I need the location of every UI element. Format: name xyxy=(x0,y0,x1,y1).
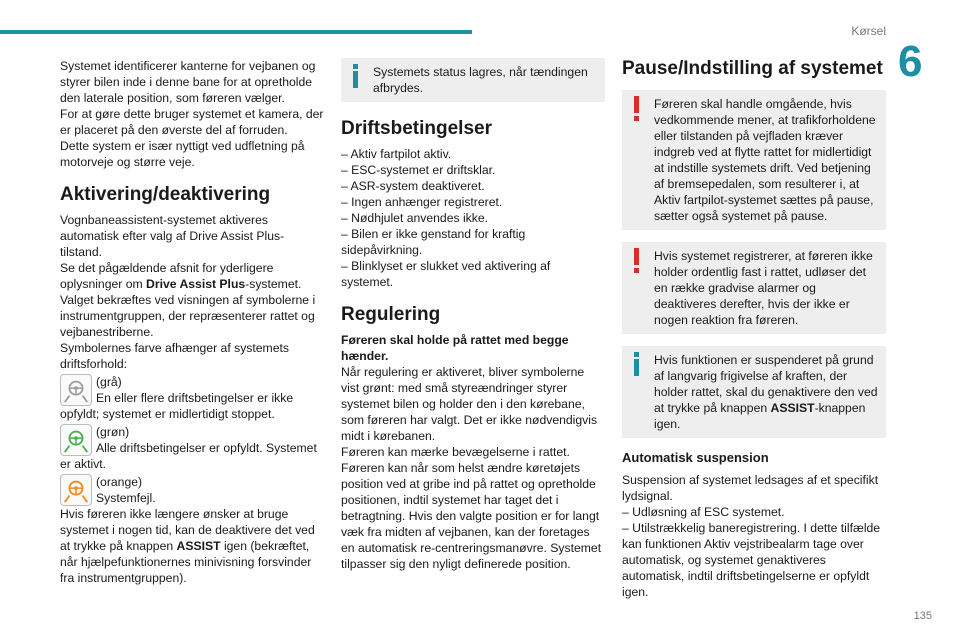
activation-paragraph: Valget bekræftes ved visningen af symbolerne i instrumentgruppen, der repræsenterer rattet og vejbanestriberne. xyxy=(60,293,316,339)
subheading-auto-suspension: Automatisk suspension xyxy=(622,450,769,465)
activation-paragraph: Symbolernes farve afhænger af systemets driftsforhold: xyxy=(60,341,289,371)
intro-paragraph: Dette system er især nyttigt ved udfletning på motorveje og større veje. xyxy=(60,139,305,169)
regulation-paragraph: Føreren kan mærke bevægelserne i rattet. xyxy=(341,445,570,459)
condition-item: – Nødhjulet anvendes ikke. xyxy=(341,211,489,225)
condition-item: – ESC-systemet er driftsklar. xyxy=(341,163,496,177)
symbol-state: (grå) xyxy=(96,375,122,389)
page-number: 135 xyxy=(913,610,932,622)
text-run: -systemet. xyxy=(245,277,302,291)
symbol-row-orange xyxy=(60,474,324,506)
heading-activation: Aktivering/deaktivering xyxy=(60,184,271,205)
intro-paragraph: Systemet identificerer kanterne for vejbanen og styrer bilen inde i denne bane for at opretholde den laterale position, som føreren vælger. xyxy=(60,59,316,105)
condition-item: – Aktiv fartpilot aktiv. xyxy=(341,147,452,161)
column-2 xyxy=(341,58,605,572)
intro-paragraph: For at gøre dette bruger systemet et kamera, der er placeret på den øverste del af forruden. xyxy=(60,107,324,137)
text-run-bold: ASSIST xyxy=(176,539,221,553)
warning-box-driver-action xyxy=(622,90,886,230)
steering-wheel-lanes-grey-icon xyxy=(60,374,92,406)
info-text: Systemets status lagres, når tændingen afbrydes. xyxy=(373,65,588,95)
condition-item: – Blinklyset er slukket ved aktivering af systemet. xyxy=(341,259,551,289)
regulation-lead: Føreren skal holde på rattet med begge hænder. xyxy=(341,333,569,363)
symbol-text xyxy=(96,374,324,390)
condition-item: – Ingen anhænger registreret. xyxy=(341,195,503,209)
suspension-item: – Utilstrækkelig baneregistrering. I dette tilfælde kan funktionen Aktiv vejstribealarm tage over automatisk, og systemet genaktiveres automatisk, indtil driftsbetingelserne er opfyldt igen. xyxy=(622,521,881,599)
info-icon xyxy=(349,64,363,92)
suspension-item: – Udløsning af ESC systemet. xyxy=(622,505,785,519)
activation-paragraph xyxy=(60,260,324,292)
symbol-description: Systemfejl. xyxy=(96,491,156,505)
info-box-status xyxy=(341,58,605,102)
condition-item: – Bilen er ikke genstand for kraftig sidepåvirkning. xyxy=(341,227,526,257)
symbol-text xyxy=(96,424,324,440)
symbol-text xyxy=(96,474,324,506)
text-run-bold: Drive Assist Plus xyxy=(146,277,246,291)
warning-text: Føreren skal handle omgående, hvis vedkommende mener, at trafikforholdene eller tilstanden på vejfladen kræver indgreb ved at flytte rattet for midlertidigt at indstille systemets drift. Ved betjening af bremsepedalen, som resulterer i, at Aktiv fartpilot-systemet sættes på pause, sætter også systemet på pause. xyxy=(654,97,876,223)
chapter-number: 6 xyxy=(898,37,923,86)
text-run-bold: ASSIST xyxy=(770,401,815,415)
deactivation-paragraph xyxy=(60,506,324,586)
symbol-state: (orange) xyxy=(96,475,143,489)
column-3 xyxy=(622,58,886,600)
regulation-paragraph: Føreren kan når som helst ændre køretøjets position ved at gribe ind på rattet og opretholde positionen, indtil systemet har taget det i betragtning. Hvis den valgte position er for langt væk fra midten af vejbanen, kan der foretages en automatisk re-centreringsmanøvre. Systemet tilpasser sig den nyligt definerede position. xyxy=(341,461,602,571)
info-box-reactivate xyxy=(622,346,886,438)
symbol-description: En eller flere driftsbetingelser er ikke opfyldt; systemet er midlertidigt stoppet. xyxy=(60,391,294,421)
text-run: -knappen igen. xyxy=(654,401,866,431)
suspension-paragraph: Suspension af systemet ledsages af et specifikt lydsignal. xyxy=(622,473,879,503)
warning-text: Hvis systemet registrerer, at føreren ikke holder ordentlig fast i rattet, udløser det en række gradvise alarmer og deaktiveres derefter, hvis der ikke er nogen reaktion fra føreren. xyxy=(654,249,873,327)
info-icon xyxy=(630,352,644,380)
text-run: Se det pågældende afsnit for yderligere oplysninger om xyxy=(60,261,274,291)
symbol-state: (grøn) xyxy=(96,425,130,439)
heading-pause: Pause/Indstilling af systemet xyxy=(622,58,883,79)
steering-wheel-lanes-orange-icon xyxy=(60,474,92,506)
warning-icon xyxy=(630,248,644,276)
text-run: Hvis føreren ikke længere ønsker at bruge systemet i nogen tid, kan de deaktivere det ved at trykke på knappen xyxy=(60,507,315,553)
text-run: igen (bekræftet, når hjælpefunktionernes minivisning forsvinder fra instrumentgruppen). xyxy=(60,539,312,585)
activation-paragraph: Vognbaneassistent-systemet aktiveres automatisk efter valg af Drive Assist Plus-tilstand. xyxy=(60,213,285,259)
heading-regulation: Regulering xyxy=(341,304,441,325)
column-1 xyxy=(60,58,324,586)
heading-conditions: Driftsbetingelser xyxy=(341,118,492,139)
regulation-paragraph: Når regulering er aktiveret, bliver symbolerne vist grønt: med små styreændringer styrer systemet bilen og holder den i den kørebane, som føreren har valgt. Det er ikke nødvendigvis midt i kørebanen. xyxy=(341,365,598,443)
symbol-description: Alle driftsbetingelser er opfyldt. Systemet er aktivt. xyxy=(60,441,317,471)
warning-box-hands-off xyxy=(622,242,886,334)
header-accent-bar xyxy=(0,30,472,34)
section-name: Kørsel xyxy=(851,24,886,38)
steering-wheel-lanes-green-icon xyxy=(60,424,92,456)
text-run: Hvis funktionen er suspenderet på grund af langvarig frigivelse af kraften, der holder rattet, skal du genaktivere den ved at trykke på knappen xyxy=(654,353,878,415)
condition-item: – ASR-system deaktiveret. xyxy=(341,179,485,193)
warning-icon xyxy=(630,96,644,124)
